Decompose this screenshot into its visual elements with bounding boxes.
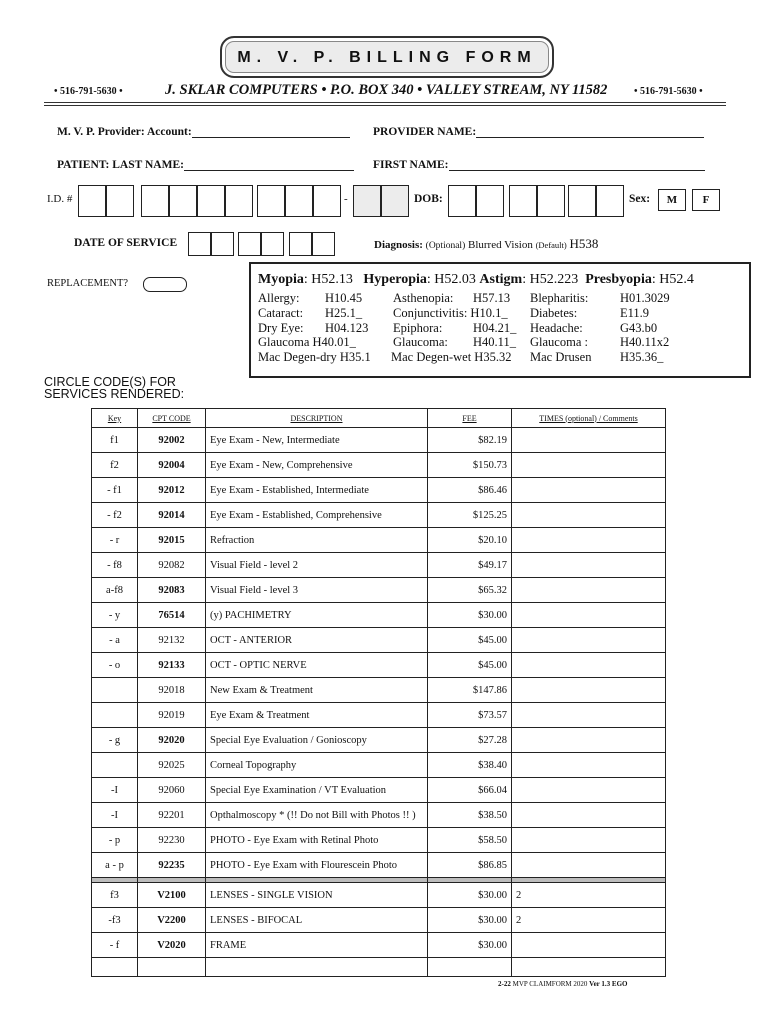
phone-right: • 516-791-5630 • xyxy=(634,86,703,97)
diagnosis-default-line xyxy=(374,236,598,252)
dx-name: Allergy: xyxy=(258,291,300,305)
dob-box[interactable] xyxy=(448,185,476,217)
dos-box[interactable] xyxy=(312,232,335,256)
service-description: LENSES - SINGLE VISION xyxy=(206,883,428,908)
table-row[interactable] xyxy=(92,503,666,528)
id-box[interactable] xyxy=(141,185,169,217)
service-key: - f2 xyxy=(92,503,138,528)
service-key: a-f8 xyxy=(92,578,138,603)
last-name-label: PATIENT: LAST NAME: xyxy=(57,159,184,171)
service-comment[interactable] xyxy=(512,503,666,528)
id-box[interactable] xyxy=(197,185,225,217)
service-fee: $125.25 xyxy=(428,503,512,528)
cpt-code: 92082 xyxy=(138,553,206,578)
version-text: MVP CLAIMFORM 2020 xyxy=(512,980,588,988)
provider-name-field[interactable] xyxy=(373,124,704,138)
table-row[interactable] xyxy=(92,803,666,828)
col-cpt: CPT CODE xyxy=(138,409,206,428)
id-suffix-box[interactable] xyxy=(353,185,381,217)
service-fee: $38.50 xyxy=(428,803,512,828)
service-fee: $73.57 xyxy=(428,703,512,728)
id-suffix-box[interactable] xyxy=(381,185,409,217)
service-comment[interactable] xyxy=(512,453,666,478)
service-comment[interactable] xyxy=(512,703,666,728)
dx-code[interactable]: E11.9 xyxy=(620,306,650,320)
service-description: New Exam & Treatment xyxy=(206,678,428,703)
services-table xyxy=(91,408,666,977)
dos-box[interactable] xyxy=(188,232,211,256)
id-box[interactable] xyxy=(257,185,285,217)
empty-cell[interactable] xyxy=(92,958,138,977)
service-key: - p xyxy=(92,828,138,853)
services-body xyxy=(92,428,666,977)
dx-name: Epiphora: xyxy=(393,321,443,335)
service-key: - r xyxy=(92,528,138,553)
dx-hyperopia-code[interactable]: : H52.03 xyxy=(426,272,476,287)
provider-account-field[interactable] xyxy=(57,124,350,138)
services-heading-line1: CIRCLE CODE(S) FOR xyxy=(44,375,176,389)
dob-box[interactable] xyxy=(537,185,565,217)
table-row[interactable] xyxy=(92,428,666,453)
diagnosis-optional: (Optional) xyxy=(425,241,466,251)
id-box[interactable] xyxy=(285,185,313,217)
empty-cell[interactable] xyxy=(206,958,428,977)
dob-box[interactable] xyxy=(568,185,596,217)
service-key: f2 xyxy=(92,453,138,478)
service-comment[interactable] xyxy=(512,728,666,753)
dx-code[interactable]: H35.36_ xyxy=(620,350,664,364)
service-key xyxy=(92,753,138,778)
service-description: FRAME xyxy=(206,933,428,958)
table-row[interactable] xyxy=(92,753,666,778)
service-fee: $30.00 xyxy=(428,603,512,628)
service-description: (y) PACHIMETRY xyxy=(206,603,428,628)
form-version xyxy=(498,980,627,988)
dx-name: Cataract: xyxy=(258,306,304,320)
service-description: Eye Exam - New, Comprehensive xyxy=(206,453,428,478)
cpt-code: 92060 xyxy=(138,778,206,803)
cpt-code: 92015 xyxy=(138,528,206,553)
table-row[interactable] xyxy=(92,653,666,678)
service-comment[interactable] xyxy=(512,933,666,958)
version-tag: Ver 1.3 EGO xyxy=(589,980,628,988)
service-key: - f1 xyxy=(92,478,138,503)
service-fee: $58.50 xyxy=(428,828,512,853)
dob-box[interactable] xyxy=(509,185,537,217)
service-fee: $45.00 xyxy=(428,653,512,678)
table-header-row xyxy=(92,409,666,428)
col-key: Key xyxy=(92,409,138,428)
service-description: OCT - OPTIC NERVE xyxy=(206,653,428,678)
dx-name-code[interactable]: Glaucoma H40.01_ xyxy=(258,335,356,349)
table-row[interactable] xyxy=(92,908,666,933)
diagnosis-headline xyxy=(258,272,694,288)
diagnosis-code: H538 xyxy=(569,236,599,251)
diagnosis-text: Blurred Vision xyxy=(467,239,533,251)
service-fee: $86.46 xyxy=(428,478,512,503)
service-comment[interactable] xyxy=(512,828,666,853)
company-line: J. SKLAR COMPUTERS • P.O. BOX 340 • VALLEY STREAM, NY 11582 xyxy=(165,82,608,98)
dx-myopia-name: Myopia xyxy=(258,272,304,287)
service-fee: $30.00 xyxy=(428,908,512,933)
col-comments: TIMES (optional) / Comments xyxy=(512,409,666,428)
service-description: Refraction xyxy=(206,528,428,553)
dob-label: DOB: xyxy=(414,193,443,205)
service-description: PHOTO - Eye Exam with Flourescein Photo xyxy=(206,853,428,878)
version-number: 2-22 xyxy=(498,980,511,988)
col-fee: FEE xyxy=(428,409,512,428)
id-box[interactable] xyxy=(313,185,341,217)
header-rule xyxy=(44,102,726,103)
dos-box[interactable] xyxy=(238,232,261,256)
service-key xyxy=(92,703,138,728)
cpt-code: 92004 xyxy=(138,453,206,478)
dx-name: Blepharitis: xyxy=(530,291,589,305)
table-row[interactable] xyxy=(92,728,666,753)
cpt-code: 92012 xyxy=(138,478,206,503)
service-fee: $147.86 xyxy=(428,678,512,703)
service-description: Visual Field - level 3 xyxy=(206,578,428,603)
id-box[interactable] xyxy=(169,185,197,217)
service-comment[interactable] xyxy=(512,553,666,578)
sex-f-checkbox[interactable]: F xyxy=(692,189,720,211)
empty-cell[interactable] xyxy=(138,958,206,977)
dx-name: Glaucoma : xyxy=(530,335,588,349)
service-description: Corneal Topography xyxy=(206,753,428,778)
table-row[interactable] xyxy=(92,628,666,653)
service-description: Special Eye Evaluation / Gonioscopy xyxy=(206,728,428,753)
last-name-field[interactable] xyxy=(57,157,354,171)
cpt-code: V2200 xyxy=(138,908,206,933)
cpt-code: 92235 xyxy=(138,853,206,878)
service-comment[interactable] xyxy=(512,428,666,453)
table-row[interactable] xyxy=(92,703,666,728)
service-description: Eye Exam - Established, Comprehensive xyxy=(206,503,428,528)
diagnosis-label: Diagnosis: xyxy=(374,239,423,251)
dx-code[interactable]: H04.21_ xyxy=(473,321,517,335)
service-comment[interactable] xyxy=(512,478,666,503)
service-comment[interactable] xyxy=(512,853,666,878)
cpt-code: 92025 xyxy=(138,753,206,778)
service-comment[interactable] xyxy=(512,578,666,603)
table-row[interactable] xyxy=(92,828,666,853)
service-comment[interactable] xyxy=(512,528,666,553)
service-key: -I xyxy=(92,803,138,828)
provider-account-label: M. V. P. Provider: Account: xyxy=(57,126,192,138)
dx-code[interactable]: H57.13 xyxy=(473,291,511,305)
service-comment[interactable] xyxy=(512,653,666,678)
service-key: a - p xyxy=(92,853,138,878)
sex-label: Sex: xyxy=(629,193,651,205)
service-fee: $30.00 xyxy=(428,933,512,958)
cpt-code: 92132 xyxy=(138,628,206,653)
table-row[interactable] xyxy=(92,603,666,628)
dx-presbyopia-code[interactable]: : H52.4 xyxy=(651,272,694,287)
cpt-code: 76514 xyxy=(138,603,206,628)
service-fee: $82.19 xyxy=(428,428,512,453)
id-box[interactable] xyxy=(78,185,106,217)
table-row[interactable] xyxy=(92,553,666,578)
service-description: Opthalmoscopy * (!! Do not Bill with Photos !! ) xyxy=(206,803,428,828)
service-key: - o xyxy=(92,653,138,678)
provider-account-line xyxy=(192,124,350,138)
service-description: LENSES - BIFOCAL xyxy=(206,908,428,933)
dx-myopia-code[interactable]: : H52.13 xyxy=(303,272,353,287)
service-key: -f3 xyxy=(92,908,138,933)
cpt-code: 92083 xyxy=(138,578,206,603)
service-comment[interactable]: 2 xyxy=(512,883,666,908)
dx-astigm-code[interactable]: : H52.223 xyxy=(522,272,579,287)
dx-code[interactable]: G43.b0 xyxy=(620,321,658,335)
id-box[interactable] xyxy=(225,185,253,217)
service-comment[interactable] xyxy=(512,753,666,778)
cpt-code: 92020 xyxy=(138,728,206,753)
dx-code[interactable]: H10.45 xyxy=(325,291,363,305)
service-comment[interactable] xyxy=(512,603,666,628)
last-name-line xyxy=(184,157,354,171)
service-comment[interactable] xyxy=(512,678,666,703)
service-fee: $66.04 xyxy=(428,778,512,803)
replacement-label: REPLACEMENT? xyxy=(47,278,129,289)
dos-box[interactable] xyxy=(211,232,234,256)
dos-box[interactable] xyxy=(261,232,284,256)
cpt-code: 92230 xyxy=(138,828,206,853)
table-row-empty[interactable] xyxy=(92,958,666,977)
col-description: DESCRIPTION xyxy=(206,409,428,428)
first-name-label: FIRST NAME: xyxy=(373,159,449,171)
header-rule-2 xyxy=(44,105,726,106)
first-name-line xyxy=(449,157,705,171)
service-description: PHOTO - Eye Exam with Retinal Photo xyxy=(206,828,428,853)
table-row[interactable] xyxy=(92,528,666,553)
services-heading-line2: SERVICES RENDERED: xyxy=(44,387,185,401)
empty-cell[interactable] xyxy=(512,958,666,977)
service-fee: $27.28 xyxy=(428,728,512,753)
service-fee: $45.00 xyxy=(428,628,512,653)
cpt-code: V2020 xyxy=(138,933,206,958)
service-key: - g xyxy=(92,728,138,753)
dx-code[interactable]: H01.3029 xyxy=(620,291,670,305)
table-row[interactable] xyxy=(92,778,666,803)
cpt-code: 92002 xyxy=(138,428,206,453)
diagnosis-default-tag: (Default) xyxy=(535,240,567,250)
dx-name: Mac Drusen xyxy=(530,350,592,364)
service-key: f3 xyxy=(92,883,138,908)
dob-box[interactable] xyxy=(476,185,504,217)
service-fee: $20.10 xyxy=(428,528,512,553)
dx-presbyopia-name: Presbyopia xyxy=(585,272,652,287)
table-row[interactable] xyxy=(92,478,666,503)
cpt-code: 92018 xyxy=(138,678,206,703)
table-row[interactable] xyxy=(92,578,666,603)
service-description: Visual Field - level 2 xyxy=(206,553,428,578)
dx-name-code[interactable]: Conjunctivitis: H10.1_ xyxy=(393,306,508,320)
cpt-code: 92019 xyxy=(138,703,206,728)
dx-code[interactable]: H40.11_ xyxy=(473,335,516,349)
dx-hyperopia-name: Hyperopia xyxy=(363,272,427,287)
dx-name: Glaucoma: xyxy=(393,335,448,349)
service-fee: $65.32 xyxy=(428,578,512,603)
date-of-service-label: DATE OF SERVICE xyxy=(74,237,178,249)
cpt-code: 92201 xyxy=(138,803,206,828)
sex-m-checkbox[interactable]: M xyxy=(658,189,686,211)
cpt-code: 92014 xyxy=(138,503,206,528)
id-box[interactable] xyxy=(106,185,134,217)
form-title: M. V. P. BILLING FORM xyxy=(220,36,554,78)
service-fee: $86.85 xyxy=(428,853,512,878)
dx-code[interactable]: H40.11x2 xyxy=(620,335,670,349)
service-comment[interactable] xyxy=(512,778,666,803)
service-key: - f8 xyxy=(92,553,138,578)
service-comment[interactable] xyxy=(512,628,666,653)
table-row[interactable] xyxy=(92,933,666,958)
table-row[interactable] xyxy=(92,853,666,878)
service-description: Eye Exam & Treatment xyxy=(206,703,428,728)
service-key xyxy=(92,678,138,703)
cpt-code: 92133 xyxy=(138,653,206,678)
service-key: f1 xyxy=(92,428,138,453)
dx-name-code[interactable]: Mac Degen-dry H35.1 xyxy=(258,350,371,364)
dx-astigm-name: Astigm xyxy=(479,272,523,287)
dx-code[interactable]: H04.123 xyxy=(325,321,369,335)
service-key: - y xyxy=(92,603,138,628)
service-fee: $38.40 xyxy=(428,753,512,778)
provider-name-line xyxy=(476,124,704,138)
service-description: Special Eye Examination / VT Evaluation xyxy=(206,778,428,803)
service-comment[interactable]: 2 xyxy=(512,908,666,933)
cpt-code: V2100 xyxy=(138,883,206,908)
phone-left: • 516-791-5630 • xyxy=(54,86,123,97)
service-description: Eye Exam - Established, Intermediate xyxy=(206,478,428,503)
id-label: I.D. # xyxy=(47,193,73,205)
service-key: - f xyxy=(92,933,138,958)
service-fee: $150.73 xyxy=(428,453,512,478)
table-row[interactable] xyxy=(92,883,666,908)
dx-name: Headache: xyxy=(530,321,583,335)
dos-box[interactable] xyxy=(289,232,312,256)
service-key: - a xyxy=(92,628,138,653)
first-name-field[interactable] xyxy=(373,157,705,171)
dx-name: Dry Eye: xyxy=(258,321,304,335)
id-dash: - xyxy=(344,193,348,205)
service-description: OCT - ANTERIOR xyxy=(206,628,428,653)
services-heading xyxy=(44,376,184,400)
service-description: Eye Exam - New, Intermediate xyxy=(206,428,428,453)
service-fee: $30.00 xyxy=(428,883,512,908)
dx-code[interactable]: H25.1_ xyxy=(325,306,363,320)
service-fee: $49.17 xyxy=(428,553,512,578)
service-key: -I xyxy=(92,778,138,803)
empty-cell[interactable] xyxy=(428,958,512,977)
provider-name-label: PROVIDER NAME: xyxy=(373,126,477,138)
dob-box[interactable] xyxy=(596,185,624,217)
dx-name: Diabetes: xyxy=(530,306,578,320)
service-comment[interactable] xyxy=(512,803,666,828)
table-row[interactable] xyxy=(92,678,666,703)
replacement-checkbox[interactable] xyxy=(143,277,187,292)
table-row[interactable] xyxy=(92,453,666,478)
dx-name: Asthenopia: xyxy=(393,291,454,305)
dx-name-code[interactable]: Mac Degen-wet H35.32 xyxy=(391,350,512,364)
